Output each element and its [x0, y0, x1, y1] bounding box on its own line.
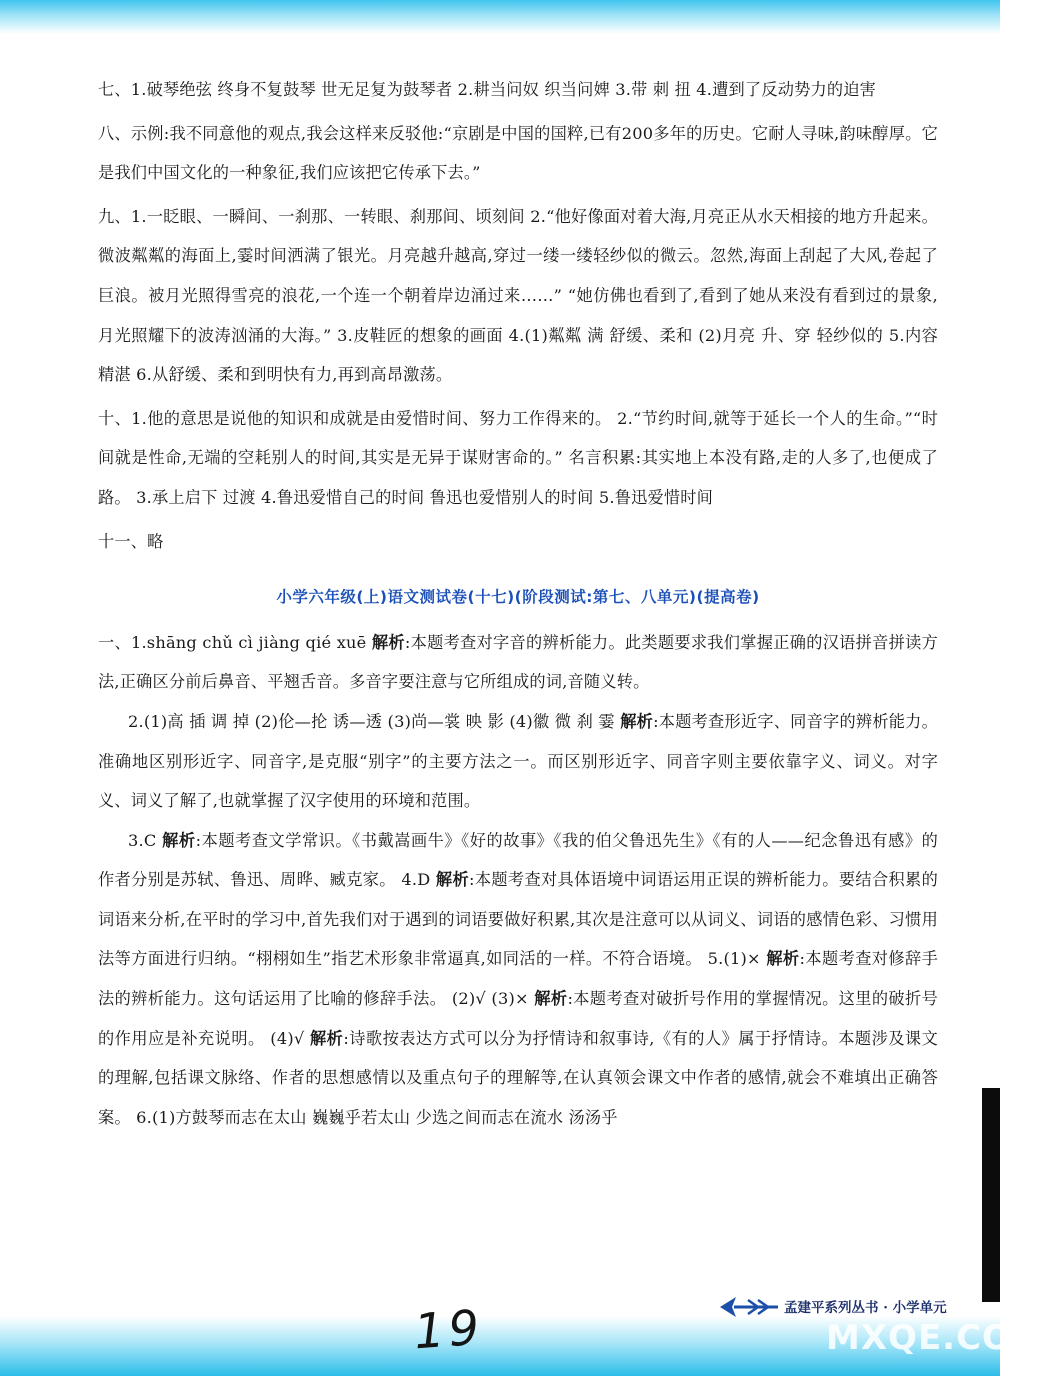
top-decorative-band [0, 0, 1000, 34]
analysis-keyword: 解析 [534, 989, 568, 1009]
right-edge-tab [982, 1088, 1000, 1302]
answer-paragraph-3 [98, 821, 938, 1138]
answer-text: :本题考查对具体语境中词语运用正误的辨析能力。要结合积累的词语来分析,在平时的学习中,首先我们对于遇到的词语要做好积累,其次是注意可以从词义、词语的感情色彩、习惯用法等方面进行归纳。“栩栩如生”指艺术形象非常逼真,如同活的一样。不符合语境。 5.(1)× [98, 870, 938, 969]
answer-section-9: 九、1.一眨眼、一瞬间、一刹那、一转眼、刹那间、顷刻间 2.“他好像面对着大海,月亮正从水天相接的地方升起来。微波粼粼的海面上,霎时间洒满了银光。月亮越升越高,穿过一缕一缕轻纱似的微云。忽然,海面上刮起了大风,卷起了巨浪。被月光照得雪亮的浪花,一个连一个朝着岸边涌过来……” “她仿佛也看到了,看到了她从来没有看到过的景象,月光照耀下的波涛汹涌的大海。” 3.皮鞋匠的想象的画面 4.(1)粼粼 满 舒缓、柔和 (2)月亮 升、穿 轻纱似的 5.内容 精湛 6.从舒缓、柔和到明快有力,再到高昂激荡。 [98, 206, 938, 385]
analysis-keyword: 解析 [162, 830, 196, 850]
analysis-keyword: 解析 [435, 870, 469, 890]
answer-section-8: 八、示例:我不同意他的观点,我会这样来反驳他:“京剧是中国的国粹,已有200多年的历史。它耐人寻味,韵味醇厚。它是我们中国文化的一种象征,我们应该把它传承下去。” [98, 123, 938, 183]
series-name: 孟建平系列丛书 · 小学单元 [784, 1300, 947, 1316]
answer-text: :诗歌按表达方式可以分为抒情诗和叙事诗,《有的人》属于抒情诗。本题涉及课文的理解,包括课文脉络、作者的思想感情以及重点句子的理解等,在认真领会课文中作者的感情,就会不难填出正确答案。 6.(1)方鼓琴而志在太山 巍巍乎若太山 少选之间而志在流水 汤汤乎 [98, 1028, 938, 1127]
arrow-left-icon [718, 1294, 780, 1320]
answer-text: 3.C [128, 830, 163, 850]
answer-section-7: 七、1.破琴绝弦 终身不复鼓琴 世无足复为鼓琴者 2.耕当问奴 织当问婢 3.带 刺 扭 4.遭到了反动势力的迫害 [98, 80, 877, 99]
site-watermark: MXQE.COM [826, 1318, 1047, 1358]
answer-section-11: 十一、略 [98, 531, 164, 551]
analysis-keyword: 解析 [371, 632, 405, 652]
analysis-keyword: 解析 [620, 711, 654, 731]
answer-text: :本题考查文学常识。《书戴嵩画牛》《好的故事》《我的伯父鲁迅先生》《有的人——纪念鲁迅有感》的作者分别是苏轼、鲁迅、周晔、臧克家。 4.D [98, 830, 939, 890]
analysis-keyword: 解析 [309, 1028, 344, 1048]
test-section-title: 小学六年级(上)语文测试卷(十七)(阶段测试:第七、八单元)(提高卷) [276, 588, 760, 607]
answer-text: 一、1.shāng chǔ cì jiàng qié xuē [98, 632, 372, 652]
analysis-keyword: 解析 [766, 949, 800, 969]
answer-text: :本题考查对破折号作用的掌握情况。这里的破折号的作用应是补充说明。 (4)√ [98, 989, 938, 1048]
answer-paragraph-2 [98, 702, 938, 821]
answer-text: :本题考查形近字、同音字的辨析能力。准确地区别形近字、同音字,是克服“别字”的主要方法之一。而区别形近字、同音字则主要依靠字义、词义。对字义、词义了解了,也就掌握了汉字使用的环境和范围。 [98, 711, 938, 811]
answer-section-10: 十、1.他的意思是说他的知识和成就是由爱惜时间、努力工作得来的。 2.“节约时间,就等于延长一个人的生命。”“时间就是性命,无端的空耗别人的时间,其实是无异于谋财害命的。” 名言积累:其实地上本没有路,走的人多了,也便成了路。 3.承上启下 过渡 4.鲁迅爱惜自己的时间 鲁迅也爱惜别人的时间 5.鲁迅爱惜时间 [98, 408, 938, 507]
answer-text: :本题考查对修辞手法的辨析能力。这句话运用了比喻的修辞手法。 (2)√ (3)× [98, 949, 939, 1009]
answer-paragraph-1 [98, 623, 938, 702]
answer-text: 2.(1)高 插 调 掉 (2)伦—抡 诱—透 (3)尚—裳 映 影 (4)徽 微 刹 霎 [128, 711, 621, 731]
answer-text: :本题考查对字音的辨析能力。此类题要求我们掌握正确的汉语拼音拼读方法,正确区分前后鼻音、平翘舌音。多音字要注意与它所组成的词,音随义转。 [98, 632, 938, 692]
page-number: 19 [412, 1299, 485, 1361]
answer-content [98, 70, 938, 1137]
